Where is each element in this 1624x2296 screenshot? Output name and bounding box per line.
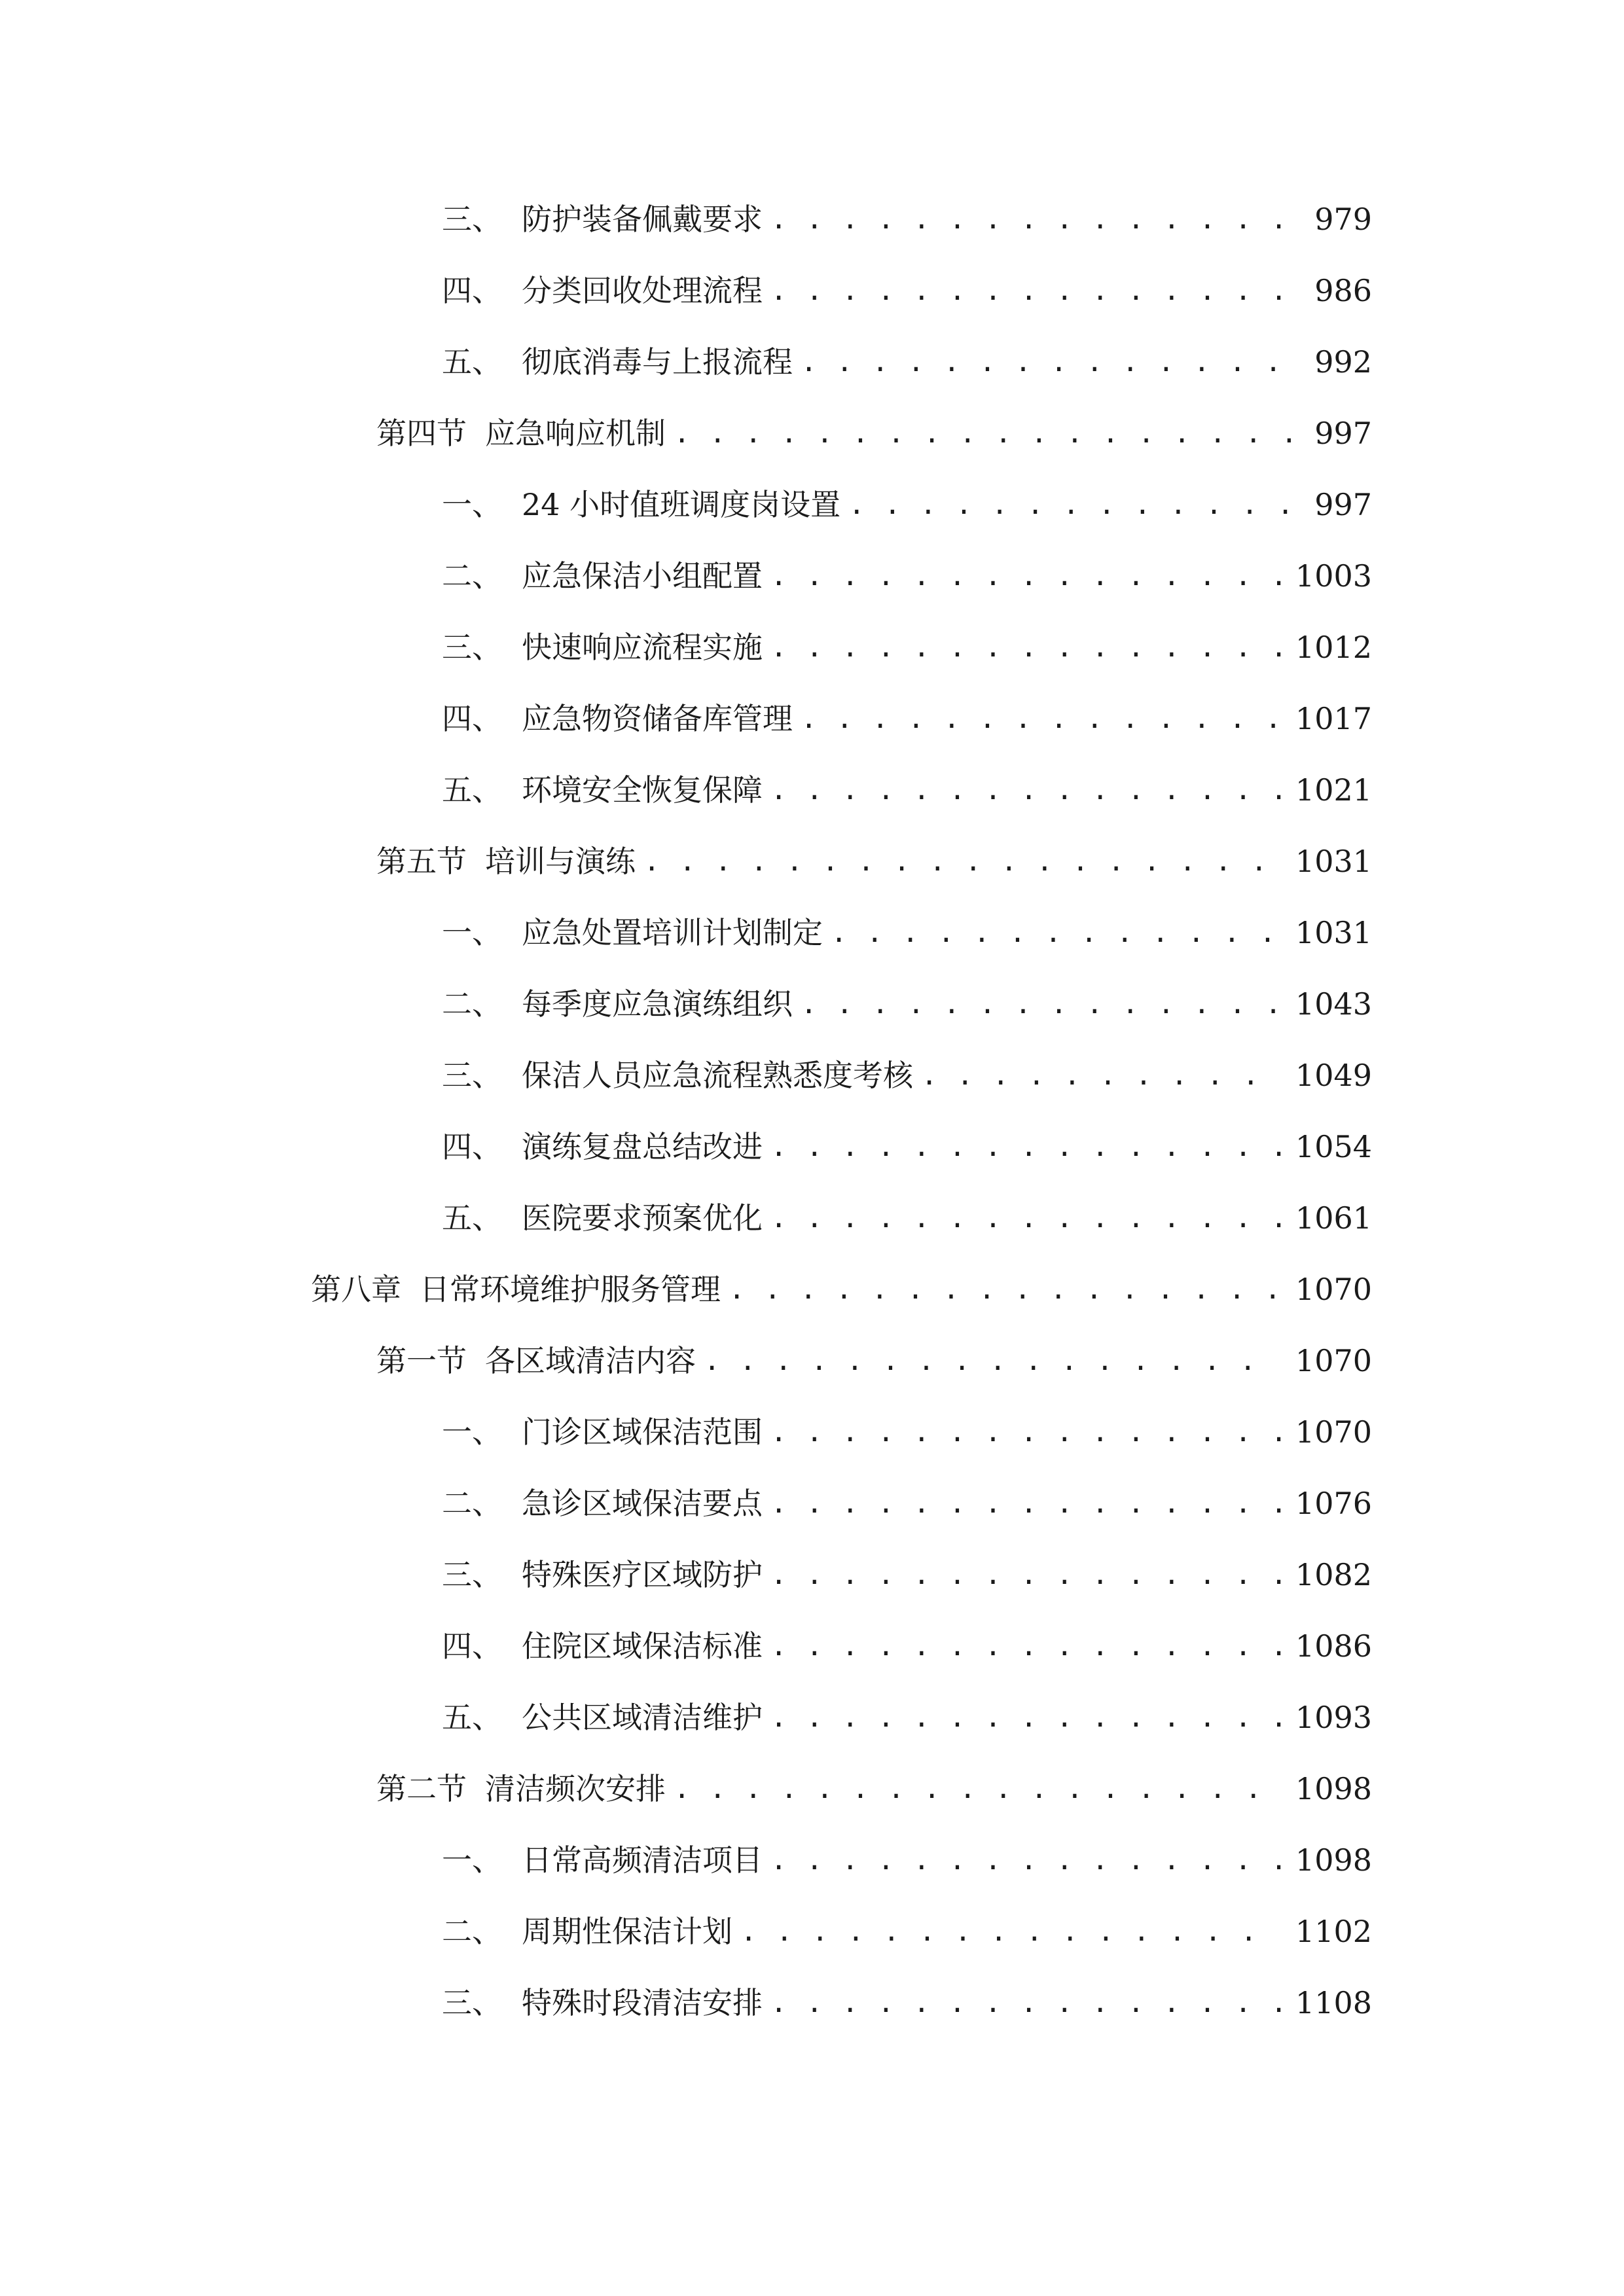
toc-entry-title: 日常环境维护服务管理 bbox=[420, 1272, 721, 1307]
dot-leader bbox=[674, 1766, 1281, 1812]
toc-entry[interactable] bbox=[442, 1623, 1372, 1669]
toc-entry-title: 门诊区域保洁范围 bbox=[522, 1414, 763, 1450]
toc-entry-number: 三、 bbox=[442, 202, 502, 237]
toc-entry-page: 1031 bbox=[1295, 844, 1372, 879]
toc-entry-page: 1003 bbox=[1295, 558, 1372, 594]
toc-entry-page: 1061 bbox=[1295, 1200, 1372, 1236]
toc-entry-number: 四、 bbox=[442, 1628, 502, 1664]
toc-entry[interactable] bbox=[442, 767, 1372, 813]
dot-leader bbox=[740, 1909, 1281, 1954]
toc-entry-title: 培训与演练 bbox=[485, 844, 636, 879]
toc-entry-title: 特殊时段清洁安排 bbox=[522, 1985, 763, 2020]
toc-entry-number: 五、 bbox=[442, 1700, 502, 1735]
toc-entry-page: 1098 bbox=[1295, 1842, 1372, 1878]
toc-entry[interactable] bbox=[442, 1124, 1372, 1170]
toc-entry-page: 1082 bbox=[1295, 1557, 1372, 1592]
toc-entry[interactable] bbox=[442, 339, 1372, 385]
toc-entry-number: 一、 bbox=[442, 487, 502, 522]
toc-entry-number: 一、 bbox=[442, 915, 502, 950]
dot-leader bbox=[770, 1195, 1281, 1241]
toc-entry-page: 1012 bbox=[1295, 630, 1372, 665]
toc-entry-number: 五、 bbox=[442, 344, 502, 380]
dot-leader bbox=[770, 1480, 1281, 1526]
toc-entry-page: 992 bbox=[1314, 344, 1372, 380]
toc-entry-title: 周期性保洁计划 bbox=[522, 1914, 732, 1949]
toc-entry-page: 1093 bbox=[1295, 1700, 1372, 1735]
toc-entry-number: 一、 bbox=[442, 1414, 502, 1450]
toc-entry-number: 五、 bbox=[442, 772, 502, 808]
toc-entry[interactable] bbox=[442, 1980, 1372, 2026]
dot-leader bbox=[770, 1552, 1281, 1598]
toc-entry-title: 日常高频清洁项目 bbox=[522, 1842, 763, 1878]
toc-entry-page: 997 bbox=[1314, 416, 1372, 451]
dot-leader bbox=[801, 696, 1281, 742]
toc-entry[interactable] bbox=[442, 553, 1372, 599]
toc-entry-page: 1049 bbox=[1295, 1058, 1372, 1093]
dot-leader bbox=[770, 268, 1300, 314]
toc-entry-number: 第八章 bbox=[311, 1272, 401, 1307]
toc-entry[interactable] bbox=[442, 1409, 1372, 1455]
toc-entry-number: 四、 bbox=[442, 1129, 502, 1164]
toc-entry[interactable] bbox=[376, 838, 1372, 884]
toc-entry-page: 1054 bbox=[1295, 1129, 1372, 1164]
toc-entry-number: 四、 bbox=[442, 273, 502, 308]
toc-entry-page: 1108 bbox=[1295, 1985, 1372, 2020]
toc-entry-title: 应急物资储备库管理 bbox=[522, 701, 793, 736]
dot-leader bbox=[770, 1409, 1281, 1455]
toc-entry-page: 1070 bbox=[1295, 1272, 1372, 1307]
toc-entry[interactable] bbox=[442, 482, 1372, 528]
toc-entry[interactable] bbox=[442, 1695, 1372, 1740]
toc-entry-title: 彻底消毒与上报流程 bbox=[522, 344, 793, 380]
toc-entry-title: 应急保洁小组配置 bbox=[522, 558, 763, 594]
toc-entry-page: 1070 bbox=[1295, 1343, 1372, 1378]
dot-leader bbox=[729, 1266, 1281, 1312]
toc-entry-title: 清洁频次安排 bbox=[485, 1771, 666, 1806]
toc-entry-page: 1098 bbox=[1295, 1771, 1372, 1806]
dot-leader bbox=[770, 1695, 1281, 1740]
toc-entry[interactable] bbox=[442, 1480, 1372, 1526]
toc-entry[interactable] bbox=[442, 1909, 1372, 1954]
toc-entry-title: 保洁人员应急流程熟悉度考核 bbox=[522, 1058, 913, 1093]
dot-leader bbox=[770, 1980, 1281, 2026]
dot-leader bbox=[770, 553, 1281, 599]
toc-entry[interactable] bbox=[442, 268, 1372, 314]
toc-entry-page: 1021 bbox=[1295, 772, 1372, 808]
toc-entry-title: 住院区域保洁标准 bbox=[522, 1628, 763, 1664]
toc-entry[interactable] bbox=[376, 410, 1372, 456]
dot-leader bbox=[770, 1837, 1281, 1883]
toc-entry-title: 应急处置培训计划制定 bbox=[522, 915, 823, 950]
dot-leader bbox=[704, 1338, 1281, 1384]
toc-entry-number: 第四节 bbox=[376, 416, 467, 451]
toc-entry-page: 1076 bbox=[1295, 1486, 1372, 1521]
toc-entry[interactable] bbox=[442, 1195, 1372, 1241]
toc-entry-number: 二、 bbox=[442, 1914, 502, 1949]
toc-entry-page: 1031 bbox=[1295, 915, 1372, 950]
toc-entry-number: 三、 bbox=[442, 1058, 502, 1093]
toc-entry-title: 特殊医疗区域防护 bbox=[522, 1557, 763, 1592]
dot-leader bbox=[770, 1623, 1281, 1669]
toc-entry[interactable] bbox=[442, 910, 1372, 956]
toc-entry-title: 分类回收处理流程 bbox=[522, 273, 763, 308]
dot-leader bbox=[674, 410, 1300, 456]
toc-entry[interactable] bbox=[442, 696, 1372, 742]
toc-entry[interactable] bbox=[442, 1837, 1372, 1883]
toc-entry-page: 1086 bbox=[1295, 1628, 1372, 1664]
toc-entry-number: 第二节 bbox=[376, 1771, 467, 1806]
toc-entry[interactable] bbox=[442, 1552, 1372, 1598]
toc-entry-number: 五、 bbox=[442, 1200, 502, 1236]
toc-entry-number: 三、 bbox=[442, 630, 502, 665]
toc-entry-title: 演练复盘总结改进 bbox=[522, 1129, 763, 1164]
toc-entry-title: 快速响应流程实施 bbox=[522, 630, 763, 665]
toc-entry-number: 三、 bbox=[442, 1985, 502, 2020]
toc-entry[interactable] bbox=[311, 1266, 1372, 1312]
toc-entry-title: 24 小时值班调度岗设置 bbox=[522, 487, 841, 522]
toc-entry-page: 986 bbox=[1314, 273, 1372, 308]
toc-entry[interactable] bbox=[376, 1766, 1372, 1812]
toc-entry-page: 979 bbox=[1314, 202, 1372, 237]
toc-entry-number: 第五节 bbox=[376, 844, 467, 879]
dot-leader bbox=[831, 910, 1281, 956]
toc-entry-title: 每季度应急演练组织 bbox=[522, 986, 793, 1022]
toc-entry[interactable] bbox=[442, 1052, 1372, 1098]
toc-entry[interactable] bbox=[442, 624, 1372, 670]
toc-entry-title: 公共区域清洁维护 bbox=[522, 1700, 763, 1735]
toc-entry-title: 各区域清洁内容 bbox=[485, 1343, 696, 1378]
toc-entry-page: 1043 bbox=[1295, 986, 1372, 1022]
toc-entry-number: 三、 bbox=[442, 1557, 502, 1592]
toc-entry-page: 1017 bbox=[1295, 701, 1372, 736]
dot-leader bbox=[770, 1124, 1281, 1170]
toc-entry-number: 一、 bbox=[442, 1842, 502, 1878]
toc-entry-title: 医院要求预案优化 bbox=[522, 1200, 763, 1236]
toc-entry-title: 急诊区域保洁要点 bbox=[522, 1486, 763, 1521]
toc-entry[interactable] bbox=[442, 981, 1372, 1027]
toc-entry-number: 二、 bbox=[442, 986, 502, 1022]
dot-leader bbox=[770, 196, 1300, 242]
toc-entry-page: 997 bbox=[1314, 487, 1372, 522]
toc-entry-number: 四、 bbox=[442, 701, 502, 736]
dot-leader bbox=[921, 1052, 1281, 1098]
toc-entry-title: 环境安全恢复保障 bbox=[522, 772, 763, 808]
toc-entry-title: 防护装备佩戴要求 bbox=[522, 202, 763, 237]
dot-leader bbox=[770, 767, 1281, 813]
toc-entry-page: 1070 bbox=[1295, 1414, 1372, 1450]
toc-entry-title: 应急响应机制 bbox=[485, 416, 666, 451]
dot-leader bbox=[848, 482, 1300, 528]
dot-leader bbox=[643, 838, 1281, 884]
dot-leader bbox=[770, 624, 1281, 670]
toc-entry-number: 第一节 bbox=[376, 1343, 467, 1378]
toc-entry[interactable] bbox=[376, 1338, 1372, 1384]
dot-leader bbox=[801, 981, 1281, 1027]
toc-entry-page: 1102 bbox=[1295, 1914, 1372, 1949]
dot-leader bbox=[801, 339, 1300, 385]
toc-entry[interactable] bbox=[442, 196, 1372, 242]
toc-entry-number: 二、 bbox=[442, 558, 502, 594]
toc-entry-number: 二、 bbox=[442, 1486, 502, 1521]
